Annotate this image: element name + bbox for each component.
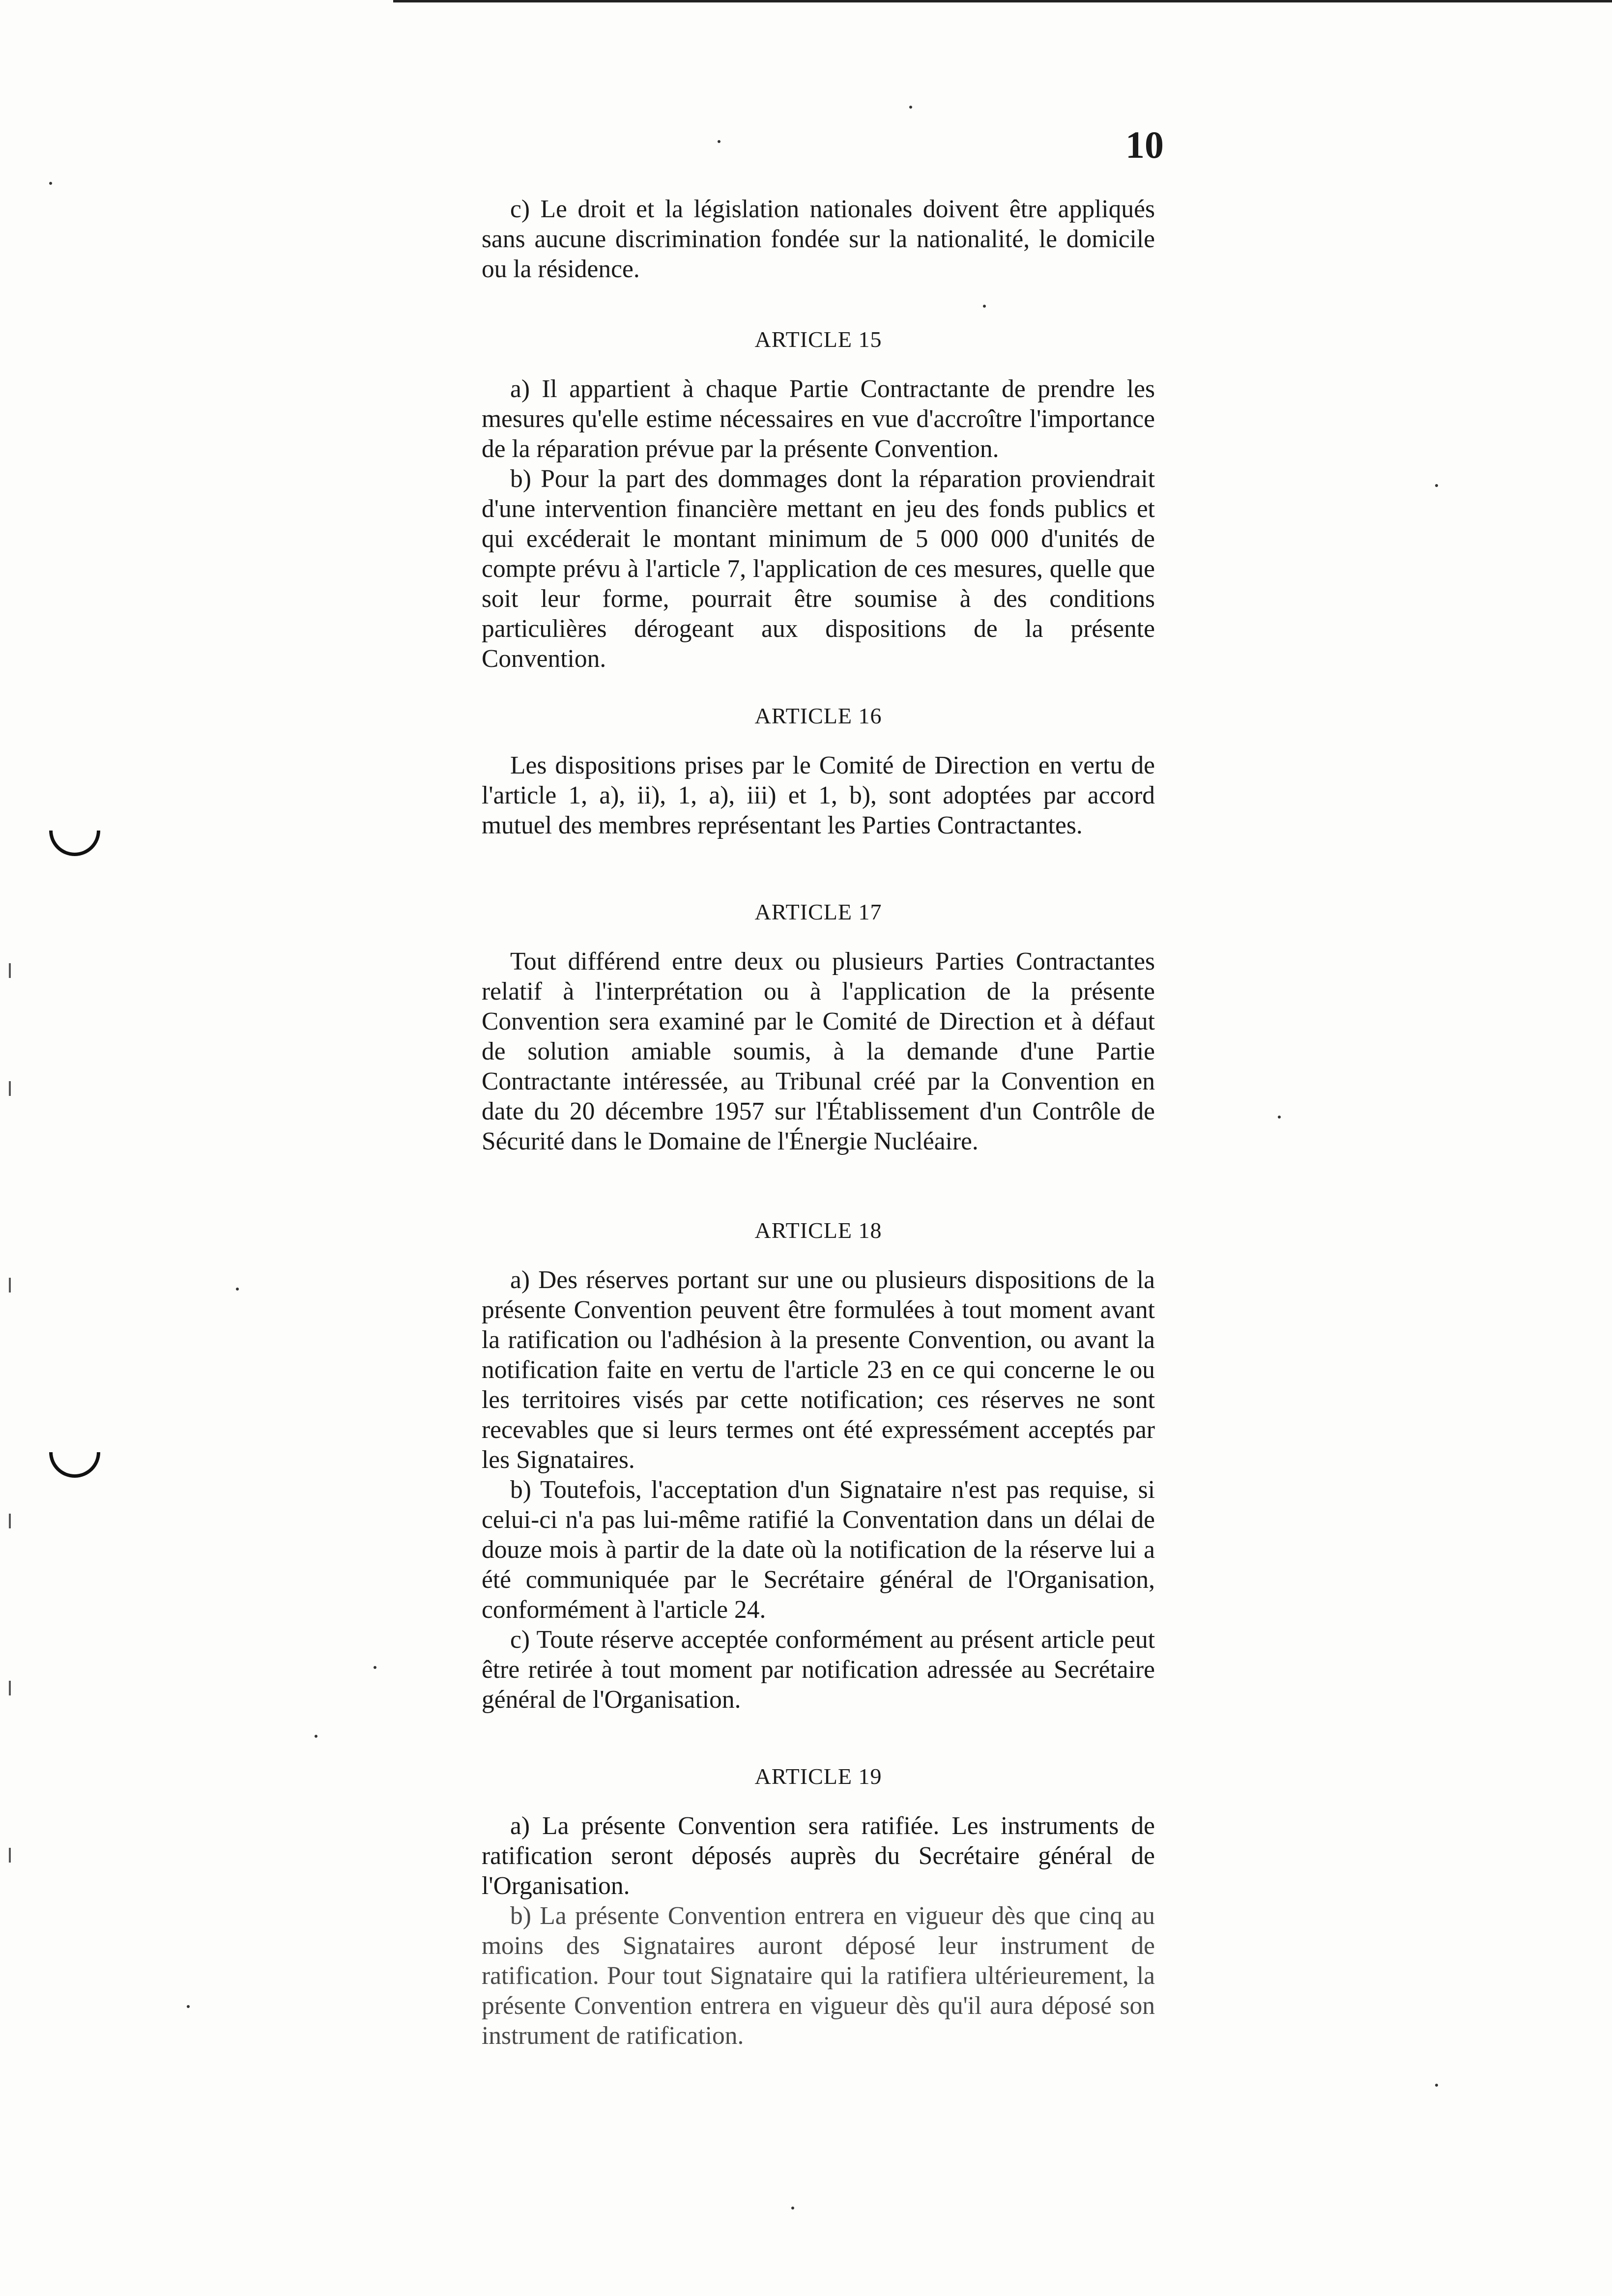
article-14-paragraph-c: c) Le droit et la législation nationales doivent être appliqués sans aucune discrimination fondée sur la nationalité, le domicile ou la résidence. <box>482 195 1155 283</box>
article-18-heading: ARTICLE 18 <box>754 1218 882 1243</box>
article-18-paragraph-c: c) Toute réserve acceptée conformément au présent article peut être retirée à tout moment par notification adressée au Secrétaire général de l'Organisation. <box>482 1626 1155 1714</box>
scan-speck <box>374 1666 376 1669</box>
margin-scan-line <box>9 963 11 978</box>
scan-speck <box>791 2207 794 2210</box>
article-17-paragraph: Tout différend entre deux ou plusieurs Parties Contractantes relatif à l'interprétation ou à l'application de la présente Convention sera examiné par le Comité de Direction et à défaut de solution amiable soumis, à la demande d'une Partie Contractante intéressée, au Tribunal créé par la Convention en date du 20 décembre 1957 sur l'Établissement d'un Contrôle de Sécurité dans le Domaine de l'Énergie Nucléaire. <box>482 947 1155 1155</box>
article-18-paragraph-b: b) Toutefois, l'acceptation d'un Signataire n'est pas requise, si celui-ci n'a pas lui-même ratifié la Conventation dans un délai de douze mois à partir de la date où la notification de la réserve lui a été communiquée par le Secrétaire général de l'Organisation, conformément à l'article 24. <box>482 1476 1155 1624</box>
top-scan-edge <box>393 0 1612 2</box>
document-body <box>482 194 1155 2051</box>
scan-speck <box>1435 2084 1438 2087</box>
page-number: 10 <box>1125 123 1164 166</box>
scan-speck <box>49 182 52 185</box>
scan-speck <box>187 2005 190 2008</box>
scan-speck <box>983 305 986 308</box>
scan-speck <box>236 1288 239 1291</box>
article-17-heading: ARTICLE 17 <box>754 899 882 924</box>
scan-speck <box>1435 484 1438 487</box>
scan-speck <box>718 140 720 143</box>
article-19-heading: ARTICLE 19 <box>754 1764 882 1789</box>
margin-scan-line <box>9 1848 11 1863</box>
margin-scan-line <box>9 1081 11 1096</box>
article-19-paragraph-a: a) La présente Convention sera ratifiée. Les instruments de ratification seront déposés auprès du Secrétaire général de l'Organisation. <box>482 1812 1155 1900</box>
binding-hole-mark-lower <box>49 1452 100 1478</box>
article-15-heading: ARTICLE 15 <box>754 327 882 352</box>
margin-scan-line <box>9 1278 11 1292</box>
article-16-paragraph: Les dispositions prises par le Comité de Direction en vertu de l'article 1, a), ii), 1, a), iii) et 1, b), sont adoptées par accord mutuel des membres représentant les Parties Contractantes. <box>482 751 1155 839</box>
margin-scan-line <box>9 1514 11 1528</box>
article-15-paragraph-a: a) Il appartient à chaque Partie Contractante de prendre les mesures qu'elle estime nécessaires en vue d'accroître l'importance de la réparation prévue par la présente Convention. <box>482 375 1155 463</box>
binding-hole-mark-upper <box>49 831 100 856</box>
scan-speck <box>909 106 912 109</box>
article-16-heading: ARTICLE 16 <box>754 703 882 728</box>
article-19-paragraph-b: b) La présente Convention entrera en vigueur dès que cinq au moins des Signataires auront déposé leur instrument de ratification. Pour tout Signataire qui la ratifiera ultérieurement, la présente Convention entrera en vigueur dès qu'il aura déposé son instrument de ratification. <box>482 1902 1155 2050</box>
margin-scan-line <box>9 1681 11 1695</box>
scan-speck <box>315 1735 317 1738</box>
article-18-paragraph-a: a) Des réserves portant sur une ou plusieurs dispositions de la présente Convention peuvent être formulées à tout moment avant la ratification ou l'adhésion à la presente Convention, ou avant la notification faite en vertu de l'article 23 en ce qui concerne le ou les territoires visés par cette notification; ces réserves ne sont recevables que si leurs termes ont été expressément acceptés par les Signataires. <box>482 1266 1155 1474</box>
scan-speck <box>1278 1116 1281 1119</box>
article-15-paragraph-b: b) Pour la part des dommages dont la réparation proviendrait d'une intervention financière mettant en jeu des fonds publics et qui excéderait le montant minimum de 5 000 000 d'unités de compte prévu à l'article 7, l'application de ces mesures, quelle que soit leur forme, pourrait être soumise à des conditions particulières dérogeant aux dispositions de la présente Convention. <box>482 465 1155 673</box>
